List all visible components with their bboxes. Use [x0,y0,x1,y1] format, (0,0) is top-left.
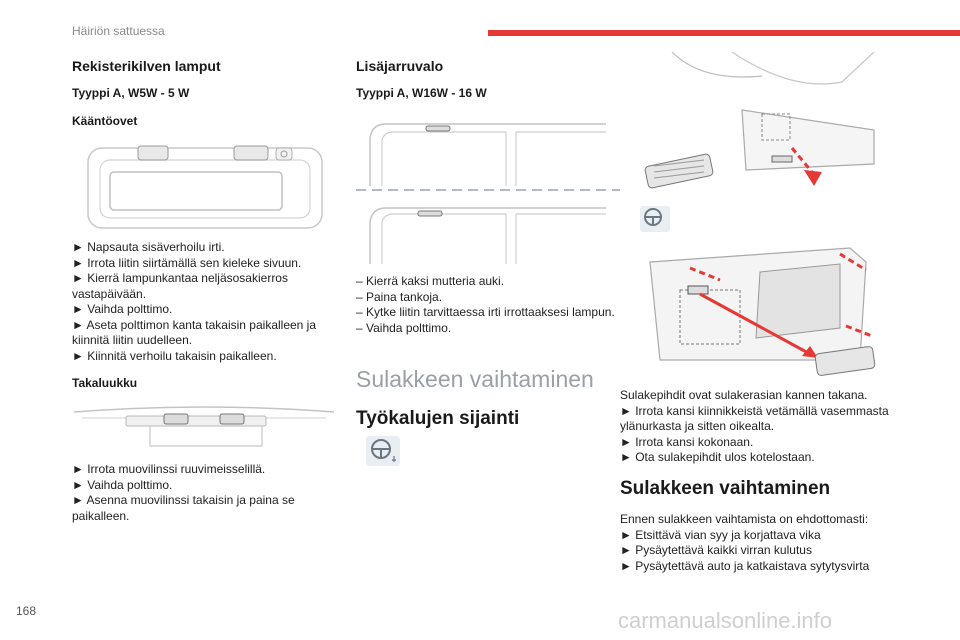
step: ► Vaihda polttimo. [72,477,173,492]
step: ► Napsauta sisäverhoilu irti. [72,240,225,254]
step: ► Irrota kansi kiinnikkeistä vetämällä vasemmasta ylänurkasta ja sitten oikealta. [620,403,889,433]
steering-wheel-icon [640,206,670,232]
step: ► Asenna muovilinssi takaisin ja paina se paikalleen. [72,493,295,523]
step: ► Kiinnitä verhoilu takaisin paikalleen. [72,348,277,363]
before-replacement-text [620,512,900,574]
bulb-type-label: Tyyppi A, W16W - 16 W [356,86,487,100]
step: ► Pysäytettävä auto ja katkaistava sytytysvirta [620,558,870,573]
brake-light-illustration [356,118,620,268]
step: ► Aseta polttimon kanta takaisin paikalleen ja kiinnitä liitin uudelleen. [72,317,317,347]
header-accent-bar [488,30,960,36]
fuse-cover-removal-illustration [640,242,880,382]
step: – Paina tankoja. [356,289,443,304]
doors-steps [72,240,334,364]
step: ► Etsittävä vian syy ja korjattava vika [620,527,821,542]
heading-license-plate-lamps: Rekisterikilven lamput [72,58,221,74]
heading-tool-location: Työkalujen sijainti [356,408,520,429]
running-header: Häiriön sattuessa [72,24,165,38]
step: ► Vaihda polttimo. [72,302,173,316]
fuse-pliers-text [620,388,900,466]
glovebox-illustration [642,52,878,192]
brake-light-steps [356,274,618,336]
steering-wheel-icon [366,436,400,466]
tailgate-steps [72,462,334,524]
page-number: 168 [16,604,37,618]
step: ► Kierrä lampunkantaa neljäsosakierros vastapäivään. [72,271,288,301]
step: ► Irrota liitin siirtämällä sen kieleke sivuun. [72,255,302,270]
watermark: carmanualsonline.info [618,608,833,633]
subheading-doors: Kääntöovet [72,114,138,128]
step: – Vaihda polttimo. [356,320,452,335]
section-title-fuse-replacement: Sulakkeen vaihtaminen [356,366,594,392]
step: ► Ota sulakepihdit ulos kotelostaan. [620,450,815,464]
heading-brake-light: Lisäjarruvalo [356,58,444,74]
license-lamp-doors-illustration [86,142,326,230]
intro-text: Ennen sulakkeen vaihtamista on ehdottomasti: [620,512,869,526]
step: – Kytke liitin tarvittaessa irti irrottaaksesi lampun. [356,305,615,319]
step: ► Pysäytettävä kaikki virran kulutus [620,543,812,557]
step: ► Irrota muovilinssi ruuvimeisselillä. [72,462,266,476]
step: – Kierrä kaksi mutteria auki. [356,274,505,288]
intro-text: Sulakepihdit ovat sulakerasian kannen takana. [620,388,868,402]
subheading-tailgate: Takaluukku [72,376,138,390]
bulb-type-label: Tyyppi A, W5W - 5 W [72,86,190,100]
tailgate-lamp-illustration [72,400,336,450]
heading-fuse-replacement: Sulakkeen vaihtaminen [620,478,831,499]
step: ► Irrota kansi kokonaan. [620,434,754,449]
